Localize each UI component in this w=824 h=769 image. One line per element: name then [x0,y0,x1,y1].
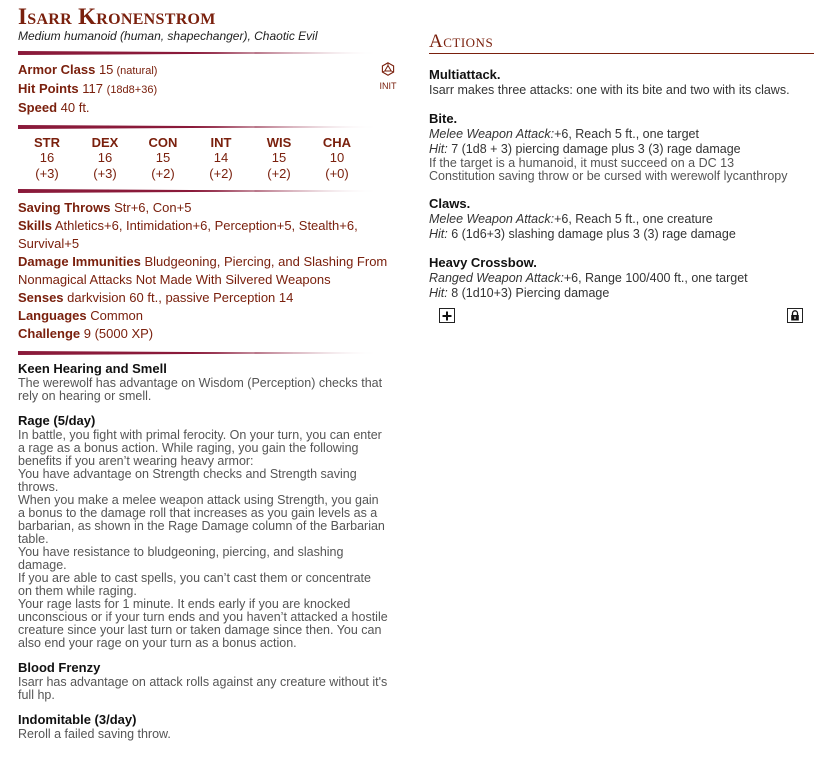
statblock-right-column [429,32,815,328]
armor-class: Armor Class 15 (natural) [18,62,158,77]
action-heavy-crossbow: Heavy Crossbow. Ranged Weapon Attack:+6, Range 100/400 ft., one target Hit: 8 (1d10+3) Piercing damage [429,255,748,300]
ability-con[interactable]: CON 15 (+2) [148,135,178,181]
ability-dex[interactable]: DEX 16 (+3) [91,135,119,181]
init-label: INIT [379,81,397,91]
trait-indomitable: Indomitable (3/day) Reroll a failed saving throw. [18,712,171,741]
d20-icon [381,62,395,76]
statblock-left-column [18,5,408,741]
ability-str[interactable]: STR 16 (+3) [34,135,60,181]
plus-icon [442,311,452,321]
lock-icon [790,310,800,321]
ability-scores [18,135,368,181]
traits-list [18,361,408,741]
ability-int[interactable]: INT 14 (+2) [209,135,233,181]
hit-points: Hit Points 117 (18d8+36) [18,81,158,96]
senses: Senses darkvision 60 ft., passive Perception 14 [18,290,294,305]
ability-wis[interactable]: WIS 15 (+2) [266,135,292,181]
trait-keen-hearing: Keen Hearing and Smell The werewolf has advantage on Wisdom (Perception) checks that rely on hearing or smell. [18,361,383,403]
initiative-roll-button[interactable] [378,62,398,91]
skills: Skills Athletics+6, Intimidation+6, Perception+5, Stealth+6, Survival+5 [18,218,358,251]
lock-button[interactable] [787,308,803,323]
divider [18,51,378,55]
divider [18,351,378,355]
speed: Speed 40 ft. [18,100,90,115]
challenge: Challenge 9 (5000 XP) [18,326,154,341]
languages: Languages Common [18,308,143,323]
properties-block [18,199,408,343]
trait-blood-frenzy: Blood Frenzy Isarr has advantage on attack rolls against any creature without it's full hp. [18,660,388,702]
action-toolbar [429,308,815,328]
monster-subtitle: Medium humanoid (human, shapechanger), Chaotic Evil [18,29,318,43]
damage-immunities: Damage Immunities Bludgeoning, Piercing, and Slashing From Nonmagical Attacks Not Made With Silvered Weapons [18,254,388,287]
add-action-button[interactable] [439,308,455,323]
saving-throws: Saving Throws Str+6, Con+5 [18,200,192,215]
ability-cha[interactable]: CHA 10 (+0) [322,135,352,181]
divider [18,125,378,129]
divider [18,189,378,193]
trait-rage: Rage (5/day) In battle, you fight with primal ferocity. On your turn, you can enter a rage as a bonus action. While raging, you gain the following benefits if you aren’t wearing heavy armor: You have advantage on Strength checks and Strength saving throws. When you make a melee weapon attack using Strength, you gain a bonus to the damage roll that increases as you gain levels as a barbarian, as shown in the Rage Damage column of the Barbarian table. You have resistance to bludgeoning, piercing, and slashing damage. If you are able to cast spells, you can’t cast them or concentrate on them while raging. Your rage lasts for 1 minute. It ends early if you are knocked unconscious or if your turn ends and you haven’t attacked a hostile creature since your last turn or taken damage since then. You can also end your rage on your turn as a bonus action. [18,413,388,650]
action-bite: Bite. Melee Weapon Attack:+6, Reach 5 ft., one target Hit: 7 (1d8 + 3) piercing damage plus 3 (3) rage damage If the target is a humanoid, it must succeed on a DC 13 Constitution saving throw or be cursed with werewolf lycanthropy [429,111,788,183]
actions-heading: Actions [429,32,814,54]
defense-block [18,61,408,117]
action-claws: Claws. Melee Weapon Attack:+6, Reach 5 ft., one creature Hit: 6 (1d6+3) slashing damage plus 3 (3) rage damage [429,196,736,241]
action-multiattack: Multiattack. Isarr makes three attacks: one with its bite and two with its claws. [429,67,790,97]
monster-name: Isarr Kronenstrom [18,4,216,29]
